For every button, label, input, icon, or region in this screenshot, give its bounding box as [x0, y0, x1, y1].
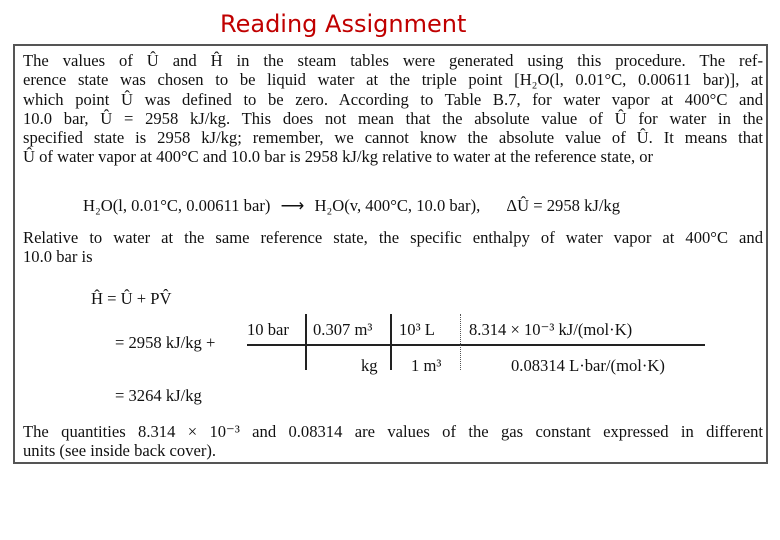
- table-divider: [460, 314, 461, 370]
- table-divider: [390, 314, 392, 370]
- text-line: erence state was chosen to be liquid water at the triple point [H₂O(l, 0.01°C, 0.00611 bar)], at: [23, 70, 763, 90]
- table-divider: [305, 314, 307, 370]
- text-line: 10.0 bar, Û = 2958 kJ/kg. This does not mean that the absolute value of Û for water in the: [23, 108, 763, 128]
- textbook-excerpt: [13, 44, 768, 464]
- gas-constant-kj: 8.314 × 10⁻³ kJ/(mol·K): [469, 320, 633, 339]
- text-line: 10.0 bar is: [23, 247, 93, 267]
- reaction-reactant: H₂O(l, 0.01°C, 0.00611 bar): [83, 196, 271, 215]
- fraction-bar: [247, 344, 705, 346]
- paragraph-reference-state: [23, 51, 763, 167]
- paragraph-gas-constant-note: [23, 422, 763, 461]
- specific-volume-value: 0.307 m³: [313, 320, 373, 339]
- text-line: specified state is 2958 kJ/kg; remember, we cannot know the absolute value of Û. It means that: [23, 128, 763, 148]
- reaction-arrow-icon: ⟶: [280, 196, 305, 215]
- reaction-product: H₂O(v, 400°C, 10.0 bar),: [314, 196, 481, 215]
- equation-result: = 3264 kJ/kg: [115, 386, 202, 405]
- specific-volume-unit: kg: [361, 356, 378, 375]
- equation-substitution: = 2958 kJ/kg +: [115, 333, 216, 352]
- text-line: units (see inside back cover).: [23, 441, 217, 461]
- slide-title: Reading Assignment: [220, 10, 467, 38]
- text-line: The quantities 8.314 × 10⁻³ and 0.08314 are values of the gas constant expressed in different: [23, 422, 763, 441]
- text-line: which point Û was defined to be zero. According to Table B.7, for water vapor at 400°C and: [23, 89, 763, 109]
- cubic-meter-factor: 1 m³: [411, 356, 442, 375]
- equation-enthalpy-definition: Ĥ = Û + PV̂: [91, 289, 172, 308]
- pressure-value: 10 bar: [247, 320, 289, 339]
- text-line: The values of Û and Ĥ in the steam tables were generated using this procedure. The ref-: [23, 51, 763, 70]
- gas-constant-l-bar: 0.08314 L·bar/(mol·K): [511, 356, 665, 375]
- reaction-delta-u: ΔÛ = 2958 kJ/kg: [506, 196, 621, 215]
- liter-factor: 10³ L: [399, 320, 435, 339]
- text-line: Û of water vapor at 400°C and 10.0 bar is 2958 kJ/kg relative to water at the reference state, or: [23, 147, 654, 167]
- reaction-equation: [83, 196, 620, 216]
- text-line: Relative to water at the same reference state, the specific enthalpy of water vapor at 400°C and: [23, 228, 763, 247]
- paragraph-enthalpy-intro: [23, 228, 763, 267]
